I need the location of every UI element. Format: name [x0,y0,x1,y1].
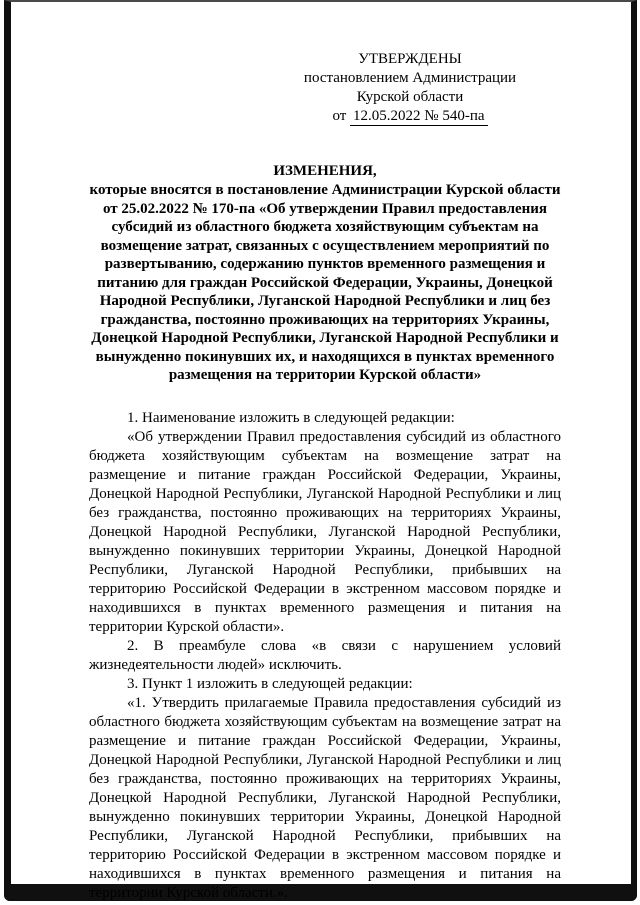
approval-number: 540-па [442,108,485,124]
approval-number-sign: № [424,108,439,124]
approval-title: УТВЕРЖДЕНЫ [358,51,462,67]
approval-line-authority: постановлением Администрации [303,70,517,86]
approval-date-prefix: от [332,108,347,124]
document-body [89,409,561,903]
approval-date-line [265,107,555,126]
approval-date-underlined [350,108,488,126]
paragraph-3-quote: «1. Утвердить прилагаемые Правила предоставления субсидий из областного бюджета хозяйствующим субъектам на возмещение затрат на размещение и питание граждан Российской Федерации, Украины, Донецкой Народной Республики, Луганской Народной Республики и лиц без гражданства, постоянно проживающих на территориях Украины, Донецкой Народной Республики, Луганской Народной Республики, вынужденно покинувших территории Украины, Донецкой Народной Республики, Луганской Народной Республики, прибывших на территорию Российской Федерации в экстренном массовом порядке и находившихся в пунктах временного размещения и питания на территории Курской области.». [89,694,561,901]
document-title: ИЗМЕНЕНИЯ, [273,163,377,179]
paragraph-1: 1. Наименование изложить в следующей редакции: [127,409,455,426]
document-subtitle: которые вносятся в постановление Администрации Курской области от 25.02.2022 № 170-па «Об утверждении Правил предоставления субсидий из областного бюджета хозяйствующим субъектам на возмещение затрат, связанных с осуществлением мероприятий по развертыванию, содержанию пунктов временного размещения и питанию для граждан Российской Федерации, Украины, Донецкой Народной Республики, Луганской Народной Республики и лиц без гражданства, постоянно проживающих на территориях Украины, Донецкой Народной Республики, Луганской Народной Республики и вынужденно покинувших их, и находящихся в пунктах временного размещения на территории Курской области» [89,182,561,383]
paragraph-2: 2. В преамбуле слова «в связи с нарушением условий жизнедеятельности людей» исключить. [89,637,561,673]
approval-date: 12.05.2022 [353,108,421,124]
approval-line-region: Курской области [356,89,464,105]
paragraph-1-quote: «Об утверждении Правил предоставления субсидий из областного бюджета хозяйствующим субъектам на возмещение затрат на размещение и питание граждан Российской Федерации, Украины, Донецкой Народной Республики, Луганской Народной Республики и лиц без гражданства, постоянно проживающих на территориях Украины, Донецкой Народной Республики, Луганской Народной Республики, вынужденно покинувших территории Украины, Донецкой Народной Республики, Луганской Народной Республики, прибывших на территорию Российской Федерации в экстренном массовом порядке и находившихся в пунктах временного размещения и питания на территории Курской области». [89,428,561,635]
scanned-page-frame [4,0,637,901]
document-page [11,2,631,901]
paragraph-3: 3. Пункт 1 изложить в следующей редакции: [127,675,413,692]
approval-block [265,50,555,126]
